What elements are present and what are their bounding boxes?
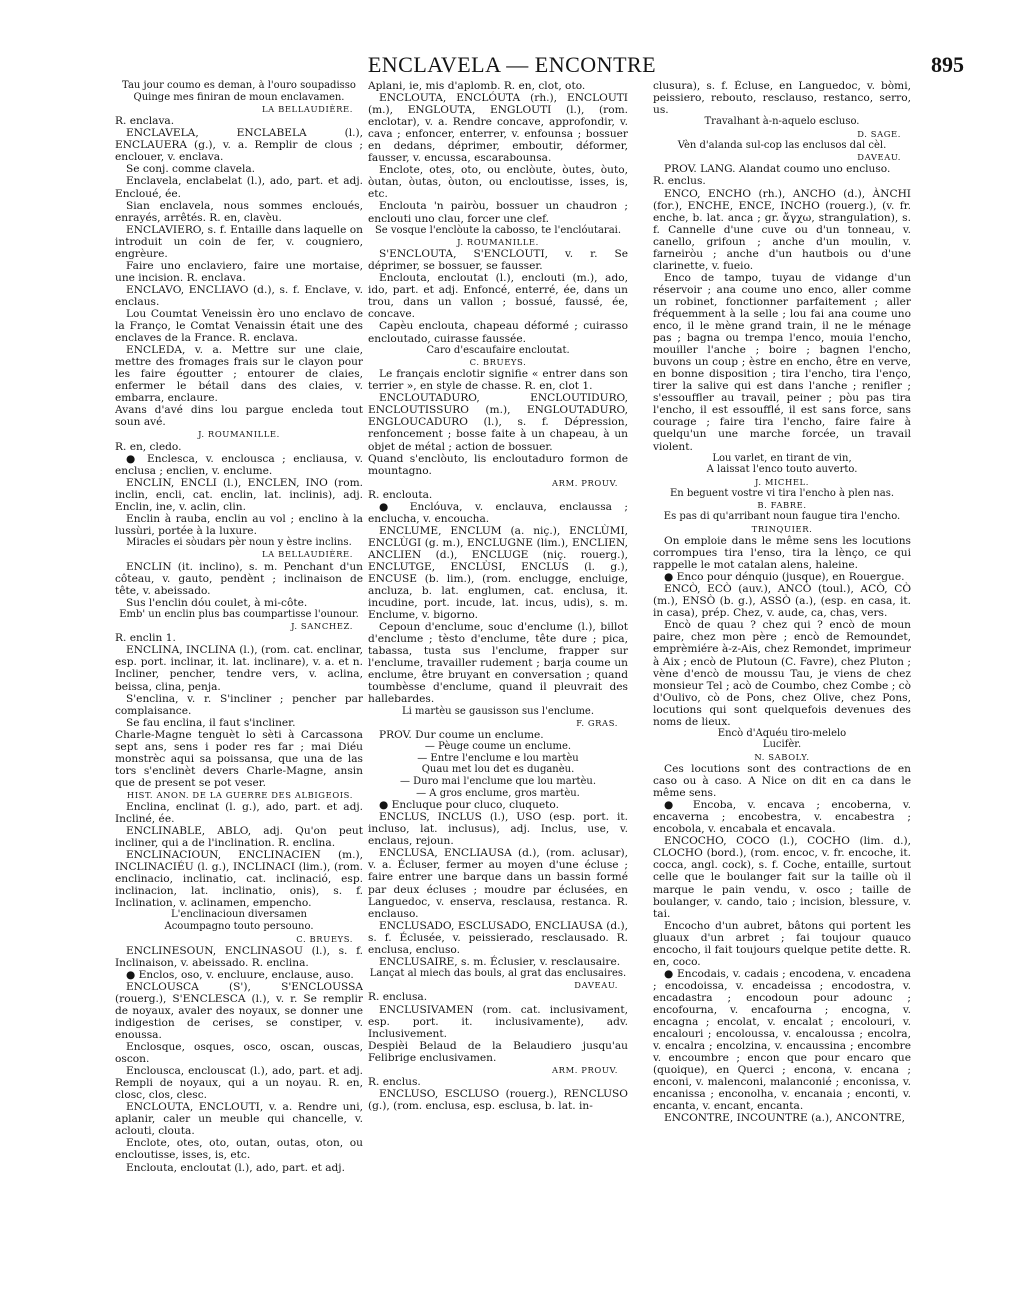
entry-paragraph: ● Encoba, v. encava ; encoberna, v. encaverna ; encobestra, v. encabestra ; encobola, v. encabala et encavala. — [653, 799, 911, 836]
entry-paragraph: ENCLUSADO, ESCLUSADO, ENCLIAUSA (d.), s. f. Éclusée, v. peissierado, resclausado. R. enclusa, encluso. — [368, 919, 628, 956]
citation-source: N. SABOLY. — [754, 752, 810, 762]
proverb-line: — A gros enclume, gros martèu. — [416, 787, 580, 799]
entry-paragraph: Cepoun d'enclume, souc d'enclume (l.), billot d'enclume ; tèsto d'enclume, tête dure ; pica, tabassa, tusta sus l'enclume, frapper sur l'enclume, travailler rudement ; barja coume un enclume, être bruyant en conversation ; quand toumbèsse d'enclume, quand il pleuvrait des hallebardes. — [368, 621, 628, 706]
entry-paragraph: Enclote, otes, oto, outan, outas, oton, ou encloutisse, isses, is, etc. — [115, 1137, 363, 1162]
citation-source: HIST. ANON. DE LA GUERRE DES ALBIGEOIS. — [126, 789, 353, 800]
entry-paragraph: ENCLUSO, ESCLUSO (rouerg.), RENCLUSO (g.), (rom. enclusa, esp. esclusa, b. lat. in- — [368, 1087, 628, 1112]
entry-paragraph: Enclina, enclinat (l. g.), ado, part. et adj. Incliné, ée. — [115, 801, 363, 826]
quotation: Se vosque l'enclòute la cabosso, te l'enclóutarai. — [374, 224, 622, 236]
quotation: Acoumpagno touto persouno. — [164, 921, 314, 933]
citation-source: LA BELLAUDIÈRE. — [262, 549, 353, 560]
text-column-left — [115, 80, 363, 1260]
page-title: ENCLAVELA — ENCONTRE — [367, 52, 657, 77]
entry-paragraph: ● Encluque pour cluco, cluqueto. — [379, 799, 559, 812]
entry-paragraph: Encò de quau ? chez qui ? encò de moun paire, chez mon père ; encò de Remoundet, emprèmiére à-z-Ais, chez Remondet, imprimeur à Aix ; encò de Plutoun (C. Favre), chez Pluton ; vène d'encò de moussu Tau, je viens de chez monsieur Tel ; acò de Coumbo, chez Combe ; cò d'Oulivo, cò de Pons, chez Olive, chez Pons, locutions qui sont quelquefois devenues des noms de lieux. — [653, 619, 911, 728]
quotation: Lou varlet, en tirant de vin, — [712, 452, 852, 464]
citation-source: TRINQUIER. — [751, 524, 813, 535]
entry-paragraph: ● Enco pour dénquio (jusque), en Rouergue. — [664, 571, 905, 584]
citation-source: ARM. PROUV. — [552, 477, 618, 488]
quotation: Caro d'escaufaire encloutat. — [426, 344, 570, 356]
entry-paragraph: ENCLUSA, ENCLIAUSA (d.), (rom. aclusar), v. a. Écluser, fermer au moyen d'une écluse ; faire entrer une barque dans un bassin formé par deux écluses ; moudre par éclusées, en Languedoc, v. enserva, resclausa, restanca. R. enclauso. — [368, 847, 628, 920]
quotation: Miracles ei sòudars pèr noun y èstre inclins. — [126, 536, 352, 548]
entry-paragraph: Enclousca, enclouscat (l.), ado, part. et adj. Rempli de noyaux, qui a un noyau. R. en, closc, clos, clesc. — [115, 1065, 363, 1102]
entry-paragraph: ● Encodais, v. cadais ; encodena, v. encadena ; encodoissa, v. encadeissa ; encodostra, v. encadastra ; encodoun pour adounc ; encofourna, v. encafourna ; encogna, v. encagna ; encolat, v. encalat ; encolouri, v. encalouri ; encoloussa, v. encaloussa ; encolra, v. encalra ; encolzina, v. encaussina ; encombre v. encoumbre ; encon que pour encaro que (quoique), en Querci ; encona, v. encana ; enconi, v. malenconi, malanconié ; enconissa, v. encanissa ; enconolha, v. encanaia ; enconti, v. encanta, v. encant, encanta. — [653, 967, 911, 1113]
quotation: Vèn d'alanda sul-cop las enclusos dal cèl. — [677, 139, 887, 151]
entry-line: Despièi Belaud de la Belaudiero jusqu'au Felibrige enclusivamen. — [368, 1039, 628, 1064]
entry-paragraph: ENCLOUTADURO, ENCLOUTIDURO, ENCLOUTISSURO (m.), ENGLOUTADURO, ENGLOUCADURO (l.), s. f. Dépression, renfoncement ; bosse faite à un chapeau, à un objet de métal ; action de bossuer. — [368, 392, 628, 453]
entry-paragraph: ENCONTRE, INCOUNTRE (a.), ANCONTRE, — [664, 1112, 905, 1125]
entry-paragraph: ENCLUSIVAMEN (rom. cat. inclusivament, esp. port. it. inclusivamente), adv. Inclusivement. — [368, 1003, 628, 1040]
entry-paragraph: Capèu enclouta, chapeau déformé ; cuirasso encloutado, cuirasse faussée. — [368, 320, 628, 345]
entry-paragraph: Enclin à rauba, enclin au vol ; enclino à la lussùri, portée à la luxure. — [115, 512, 363, 537]
entry-paragraph: Enclosque, osques, osco, oscan, ouscas, oscon. — [115, 1041, 363, 1066]
entry-paragraph: ENCLINESOUN, ENCLINASOU (l.), s. f. Inclinaison, v. abeissado. R. enclina. — [115, 944, 363, 969]
entry-paragraph: ENCLIN (it. inclino), s. m. Penchant d'un côteau, v. gauto, pendènt ; inclinaison de tête, v. abeissado. — [115, 560, 363, 597]
quotation: Lucifèr. — [762, 739, 802, 751]
entry-paragraph: Sus l'enclin dóu coulet, à mi-côte. — [126, 596, 308, 609]
citation-source: DAVEAU. — [574, 980, 618, 991]
citation-source: J. MICHEL. — [755, 476, 809, 487]
text-column-middle — [368, 80, 628, 1260]
proverb-line: — Entre l'enclume e lou martèu — [417, 752, 579, 764]
entry-line: R. enclus. — [653, 175, 706, 188]
entry-paragraph: Enclouta 'n pairòu, bossuer un chaudron ; enclouti uno clau, forcer une clef. — [368, 200, 628, 225]
quotation: Travalhant à-n-aquelo escluso. — [704, 116, 860, 128]
quotation: Tau jour coumo es deman, à l'ouro soupadisso — [122, 80, 356, 91]
entry-paragraph: On emploie dans le même sens les locutions corrompues tira l'enso, tira la lènço, ce qui rappelle le mot catalan alens, haleine. — [653, 535, 911, 572]
proverb-line: — Pèuge coume un enclume. — [424, 741, 572, 753]
entry-line: R. enclava. — [115, 115, 175, 128]
text-column-right — [653, 80, 911, 1260]
entry-paragraph: ENCLUS, INCLUS (l.), USO (esp. port. it. incluso, lat. inclusus), adj. Inclus, use, v. enclaus, rejoun. — [368, 811, 628, 848]
entry-paragraph: ENCLAVO, ENCLIAVO (d.), s. f. Enclave, v. enclaus. — [115, 283, 363, 308]
entry-paragraph: Faire uno enclaviero, faire une mortaise, une incision. R. enclava. — [115, 259, 363, 284]
quotation: Quinge mes finiran de moun enclavamen. — [133, 91, 345, 103]
entry-paragraph: Se conj. comme clavela. — [126, 163, 256, 176]
entry-paragraph: Encocho d'un aubret, bâtons qui portent les gluaux d'un arbret ; fai toujour quauco encocho, il fait toujours quelque petite dette. R. en, coco. — [653, 919, 911, 968]
entry-paragraph: ENCLAVIERO, s. f. Entaille dans laquelle on introduit un coin de fer, v. cougniero, engrèure. — [115, 223, 363, 260]
entry-paragraph: S'ENCLOUTA, S'ENCLOUTI, v. r. Se déprimer, se bossuer, se fausser. — [368, 248, 628, 273]
quotation: Es pas di qu'arribant noun faugue tira l'encho. — [663, 511, 901, 523]
entry-line: R. enclusa. — [368, 991, 428, 1004]
entry-paragraph: ENCLOUSCA (S'), S'ENCLOUSSA (rouerg.), S'ENCLESCA (l.), v. r. Se remplir de noyaux, avaler des noyaux, se donner une indigestion de cerises, se constiper, v. enoussa. — [115, 980, 363, 1041]
quotation: Li martèu se gausisson sus l'enclume. — [401, 705, 595, 717]
citation-source: J. ROUMANILLE. — [198, 429, 280, 440]
entry-line: Aplani, ie, mis d'aplomb. R. en, clot, oto. — [368, 80, 586, 92]
entry-paragraph: ENCLINABLE, ABLO, adj. Qu'on peut incliner, qui a de l'inclination. R. enclina. — [115, 825, 363, 850]
entry-paragraph: Le français enclotir signifie « entrer dans son terrier », en style de chasse. R. en, clot 1. — [368, 368, 628, 393]
quotation: A laissat l'enco touto auverto. — [706, 464, 858, 476]
entry-paragraph: Ces locutions sont des contractions de en caso ou à caso. A Nice on dit en ca dans le même sens. — [653, 763, 911, 800]
entry-paragraph: ENCLUSAIRE, s. m. Éclusier, v. resclausaire. — [379, 955, 621, 968]
entry-line: Quand s'enclòuto, lis encloutaduro formon de mountagno. — [368, 452, 628, 477]
entry-paragraph: ENCLEDA, v. a. Mettre sur une claie, mettre des fromages frais sur le clayon pour les faire égoutter ; entourer de claies, enfermer le bétail dans des claies, v. embarra, enclaure. — [115, 344, 363, 405]
citation-source: F. GRAS. — [576, 718, 618, 729]
citation-source: D. SAGE. — [857, 128, 901, 139]
entry-paragraph: ENCLUME, ENCLUM (a. niç.), ENCLÙMI, ENCLÙGI (g. m.), ENCLUGNE (lim.), ENCLIEN, ANCLIEN (d.), ENCLUGE (niç. rouerg.), ENCLUTGE, ENCLÙSI, ENCLUS (l. g.), ENCUSE (b. lim.), (rom. enclugge, encluige, ancluza, b. lat. englumen, cat. enclusa, it. incudine, port. incude, lat. incus, udis), s. m. Enclume, v. bigorno. — [368, 524, 628, 622]
entry-paragraph: Lou Coumtat Veneissin èro uno enclavo de la Franço, le Comtat Venaissin était une des enclaves de la France. R. enclava. — [115, 307, 363, 345]
citation-source: J. ROUMANILLE. — [457, 237, 539, 248]
citation-source: B. FABRE. — [757, 500, 807, 511]
proverb-line: — Duro mai l'enclume que lou martèu. — [399, 776, 597, 787]
entry-paragraph: ENCLOUTA, ENCLÓUTA (rh.), ENCLOUTI (m.), ENGLOUTA, ENGLOUTI (l.), (rom. enclotar), v. a. Rendre concave, approfondir, v. cava ; enfoncer, enterrer, v. enfounsa ; bossuer en dedans, déprimer, emboutir, déformer, fausser, v. encussa, escarabounsa. — [368, 92, 628, 165]
citation-source: DAVEAU. — [857, 152, 901, 163]
citation-source: LA BELLAUDIÈRE. — [262, 104, 353, 115]
quotation: En beguent vostre vi tira l'encho à plen nas. — [669, 487, 895, 499]
entry-paragraph: ENCÒ, ECÒ (auv.), ANCÒ (toul.), ACÒ, CÒ (m.), ENSÒ (b. g.), ASSÒ (a.), (esp. en casa, it. in casa), prép. Chez, v. aude, ca, chas, vers. — [653, 583, 911, 620]
citation-source: J. SANCHEZ. — [291, 621, 353, 632]
entry-paragraph: ENCLINACIOUN, ENCLINACIEN (m.), INCLINACIÉU (l. g.), INCLINACI (lim.), (rom. enclinacio, inclinatio, cat. inclinació, esp. inclinacion, lat. inclinatio, onis), s. f. Inclination, v. aclinamen, empencho. — [115, 849, 363, 910]
entry-line: R. enclus. — [368, 1075, 421, 1088]
entry-paragraph: Enclouta, encloutat (l.), enclouti (m.), ado, ido, part. et adj. Enfoncé, enterré, ée, dans un trou, dans un vallon ; bossué, faussé, ée, concave. — [368, 272, 628, 321]
entry-line: R. enclin 1. — [115, 632, 176, 645]
quotation: L'enclinacioun diversamen — [171, 909, 307, 921]
quotation: Encò d'Aquéu tiro-melelo — [717, 727, 847, 739]
entry-paragraph: ENCLAVELA, ENCLABELA (l.), ENCLAUERA (g.), v. a. Remplir de clous ; enclouer, v. enclava. — [115, 127, 363, 164]
entry-paragraph: Enco de tampo, tuyau de vidange d'un réservoir ; ana coume uno enco, aller comme un robinet, fonctionner parfaitement ; aller fréquemment à la selle ; lou fai ana coume uno enco, il le mène grand train, il ne le ménage pas ; bagna ou trempa l'enco, mouia l'encho, mouiller l'anche ; boire ; bagnen l'encho, buvons un coup ; èstre en encho, être en verve, en bonne disposition ; tira l'encho, tira l'enço, tirer la salive qui est dans l'anche ; renifler ; s'essouffler au travail, peiner ; pòu pas tira l'encho, il est essoufflé, il est sans force, sans courage ; faire tira l'encho, faire faire à quelqu'un une marche forcée, un travail violent. — [653, 271, 911, 453]
proverb-line: Quau met lou det es duganèu. — [421, 764, 575, 776]
entry-paragraph: S'enclina, v. r. S'incliner ; pencher par complaisance. — [115, 692, 363, 717]
page-number: 895 — [931, 52, 964, 77]
entry-paragraph: Sian enclavela, nous sommes encloués, enrayés, arrêtés. R. en, clavèu. — [115, 199, 363, 224]
entry-line: R. enclouta. — [368, 488, 433, 501]
entry-line: R. en, cledo. — [115, 440, 182, 453]
entry-paragraph: ENCLOUTA, ENCLOUTI, v. a. Rendre uni, aplanir, caler un meuble qui chancelle, v. aclouti, clouta. — [115, 1101, 363, 1138]
entry-line: Charle-Magne tenguèt lo sèti à Carcassona sept ans, sens i poder res far ; mai Diéu monstrèc aqui sa poissansa, que una de las tors s'enclinèt devers Charle-Magne, ansin que de present se pot veser. — [115, 728, 363, 789]
entry-paragraph: Enclote, otes, oto, ou enclòute, òutes, òuto, òutan, òutas, òuton, ou encloutisse, isses, is, etc. — [368, 164, 628, 201]
entry-line: Avans d'avé dins lou pargue encleda tout soun avé. — [115, 404, 363, 429]
quotation: Emb' un enclin plus bas coumpartisse l'ounour. — [119, 608, 359, 620]
citation-source: ARM. PROUV. — [552, 1064, 618, 1075]
citation-source: C. BRUEYS. — [296, 933, 353, 944]
entry-paragraph: ENCOCHO, COCO (l.), COCHO (lim. d.), CLOCHO (bord.), (rom. encoc, v. fr. encoche, it. cocca, angl. cock), s. f. Coche, entaille, surtout celle que le boulanger fait sur la taille où il marque le pain vendu, v. osco ; taille de boulanger, v. cando, taio ; incision, blessure, v. tai. — [653, 835, 911, 920]
entry-paragraph: ● Enclóuva, v. enclauva, enclaussa ; enclucha, v. encoucha. — [368, 500, 628, 525]
entry-paragraph: ● Enclos, oso, v. encluure, enclause, auso. — [126, 968, 354, 981]
entry-paragraph: Se fau enclina, il faut s'incliner. — [126, 716, 296, 729]
entry-paragraph: ● Enclesca, v. enclousca ; encliausa, v. enclusa ; enclien, v. enclume. — [115, 452, 363, 477]
entry-line: clusura), s. f. Écluse, en Languedoc, v. bòmi, peissiero, rebouto, resclauso, restanco, serro, us. — [653, 80, 911, 117]
citation-source: C. BRUEYS. — [469, 357, 527, 368]
entry-paragraph: PROV. Dur coume un enclume. — [379, 729, 544, 742]
entry-paragraph: PROV. LANG. Alandat coumo uno encluso. — [664, 163, 891, 176]
entry-paragraph: Enclouta, encloutat (l.), ado, part. et adj. — [126, 1161, 345, 1174]
quotation: Lançat al miech das bouls, al grat das enclusaires. — [369, 967, 627, 979]
entry-paragraph: ENCLINA, INCLINA (l.), (rom. cat. enclinar, esp. port. inclinar, it. lat. inclinare), v. a. et n. Incliner, pencher, tendre vers, v. aclina, beissa, clina, penja. — [115, 644, 363, 693]
entry-paragraph: ENCO, ENCHO (rh.), ANCHO (d.), ÀNCHI (for.), ENCHE, ENCE, INCHO (rouerg.), (v. fr. enche, b. lat. anca ; gr. ἄγχω, strangulation), s. f. Cannelle d'une cuve ou d'un tonneau, v. canello, grifoun ; anche d'un moulin, v. farneiròu ; anche d'un hautbois ou d'une clarinette, v. fueio. — [653, 187, 911, 272]
entry-paragraph: Enclavela, enclabelat (l.), ado, part. et adj. Encloué, ée. — [115, 175, 363, 200]
entry-paragraph: ENCLIN, ENCLI (l.), ENCLEN, INO (rom. inclin, encli, cat. enclin, lat. inclinis), adj. Enclin, ine, v. aclin, clin. — [115, 476, 363, 513]
